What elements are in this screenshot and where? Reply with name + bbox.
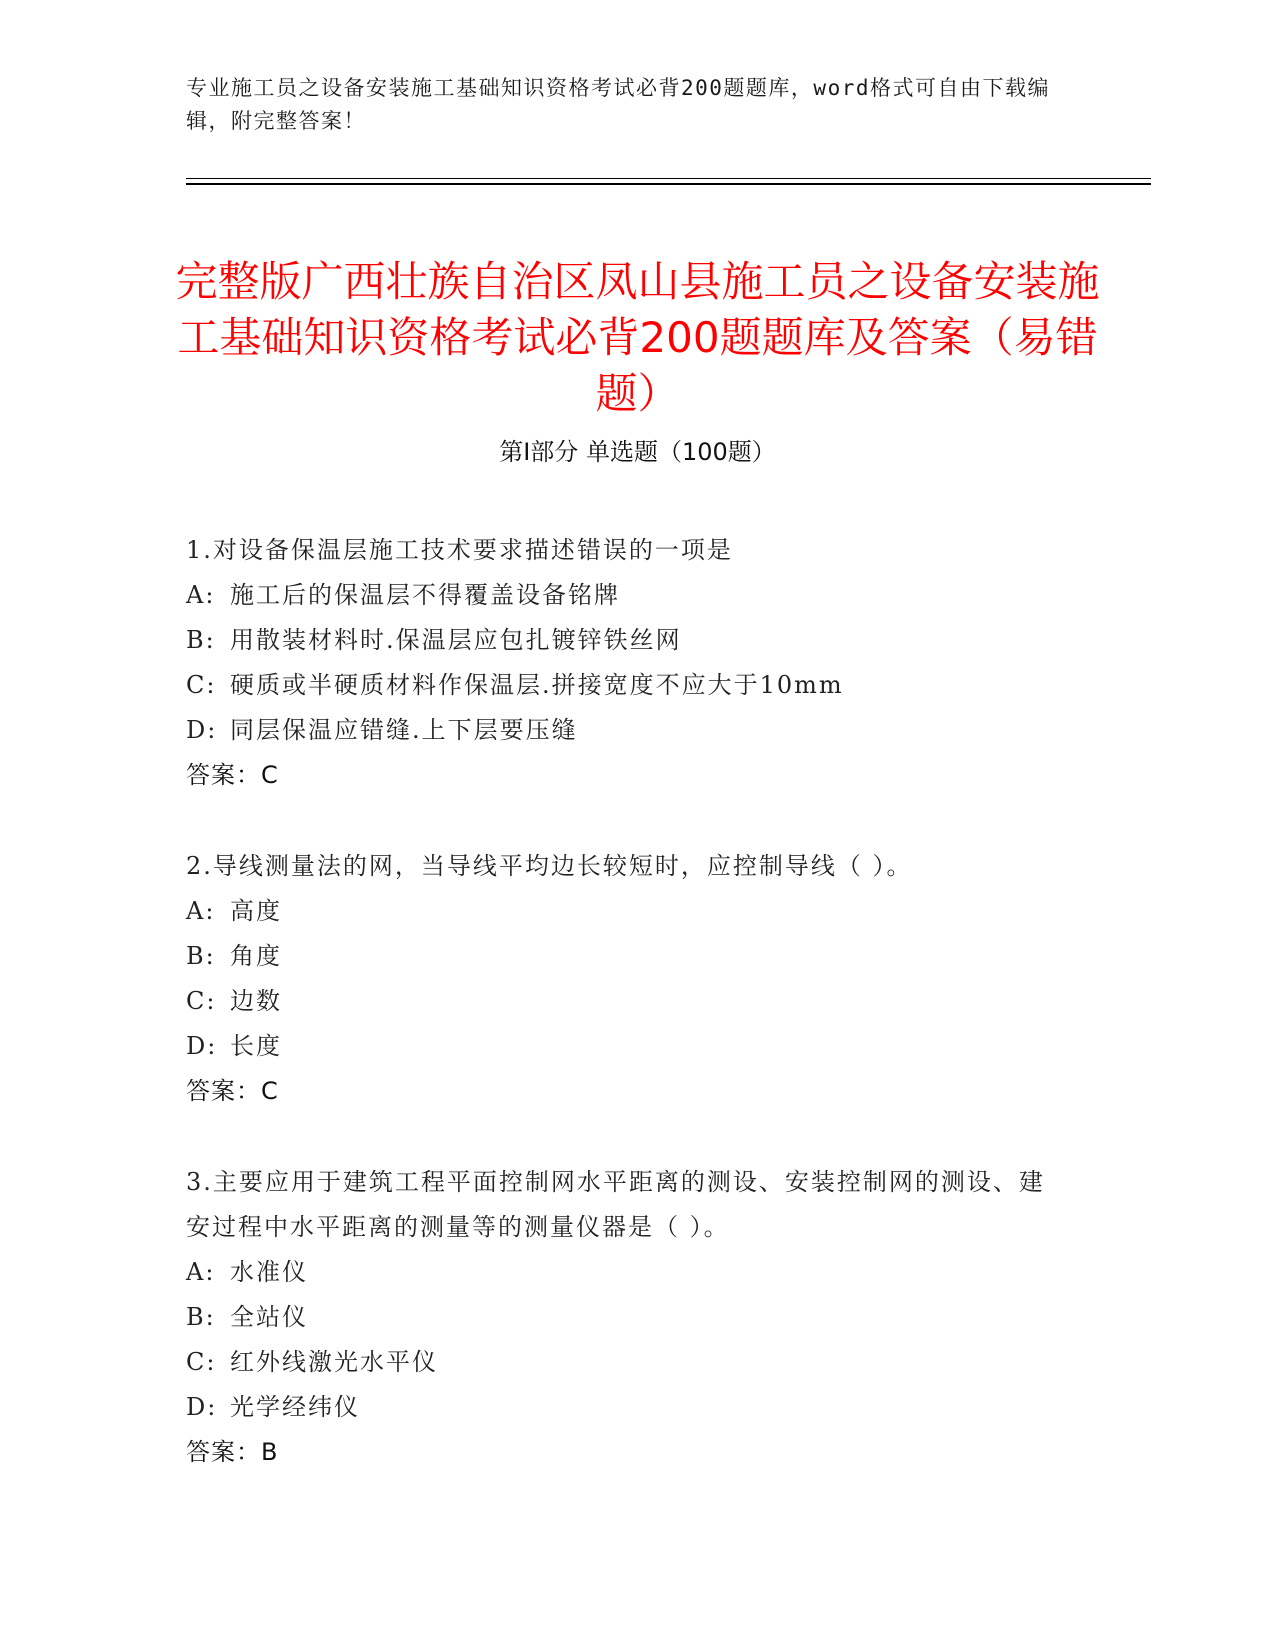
option-letter: C: — [186, 987, 217, 1015]
option-letter: C: — [186, 671, 217, 699]
option-a — [186, 1250, 1066, 1295]
section-title: 第Ⅰ部分 单选题（100题） — [499, 438, 776, 466]
question-list — [186, 528, 1066, 1521]
option-d — [186, 1024, 1066, 1069]
option-a — [186, 889, 1066, 934]
answer-text: 答案：B — [186, 1438, 279, 1466]
option-letter: B: — [186, 1303, 216, 1331]
option-text: 水准仪 — [230, 1258, 308, 1286]
option-b — [186, 618, 1066, 663]
answer-text: 答案：C — [186, 1077, 279, 1105]
header-rule-thick — [186, 183, 1151, 185]
option-text: 高度 — [230, 897, 282, 925]
option-text: 红外线激光水平仪 — [230, 1348, 438, 1376]
option-d — [186, 1385, 1066, 1430]
question-text: 3.主要应用于建筑工程平面控制网水平距离的测设、安装控制网的测设、建安过程中水平距离的测量等的测量仪器是（ ）。 — [186, 1168, 1045, 1241]
option-letter: D: — [186, 1393, 218, 1421]
question-2 — [186, 844, 1066, 1114]
option-a — [186, 573, 1066, 618]
option-letter: A: — [186, 897, 216, 925]
option-letter: A: — [186, 1258, 216, 1286]
option-text: 施工后的保温层不得覆盖设备铭牌 — [230, 581, 620, 609]
option-text: 角度 — [230, 942, 282, 970]
option-c — [186, 663, 1066, 708]
option-letter: C: — [186, 1348, 217, 1376]
option-b — [186, 1295, 1066, 1340]
option-letter: A: — [186, 581, 216, 609]
option-d — [186, 708, 1066, 753]
option-text: 用散装材料时.保温层应包扎镀锌铁丝网 — [230, 626, 682, 654]
question-3 — [186, 1160, 1066, 1475]
document-title: 完整版广西壮族自治区凤山县施工员之设备安装施工基础知识资格考试必背200题题库及答案（易错题） — [175, 257, 1100, 419]
question-1 — [186, 528, 1066, 798]
option-text: 光学经纬仪 — [230, 1393, 360, 1421]
option-text: 同层保温应错缝.上下层要压缝 — [230, 716, 578, 744]
option-text: 硬质或半硬质材料作保温层.拼接宽度不应大于10mm — [230, 671, 844, 699]
option-b — [186, 934, 1066, 979]
option-letter: D: — [186, 716, 218, 744]
option-text: 长度 — [230, 1032, 282, 1060]
answer-text: 答案：C — [186, 761, 279, 789]
question-text: 1.对设备保温层施工技术要求描述错误的一项是 — [186, 536, 733, 564]
option-c — [186, 979, 1066, 1024]
option-letter: D: — [186, 1032, 218, 1060]
header-rule-thin — [186, 178, 1151, 179]
option-text: 边数 — [230, 987, 282, 1015]
header-note: 专业施工员之设备安装施工基础知识资格考试必背200题题库，word格式可自由下载编辑，附完整答案！ — [186, 76, 1050, 133]
question-text: 2.导线测量法的网，当导线平均边长较短时，应控制导线（ ）。 — [186, 852, 913, 880]
option-text: 全站仪 — [230, 1303, 308, 1331]
option-letter: B: — [186, 942, 216, 970]
option-c — [186, 1340, 1066, 1385]
option-letter: B: — [186, 626, 216, 654]
